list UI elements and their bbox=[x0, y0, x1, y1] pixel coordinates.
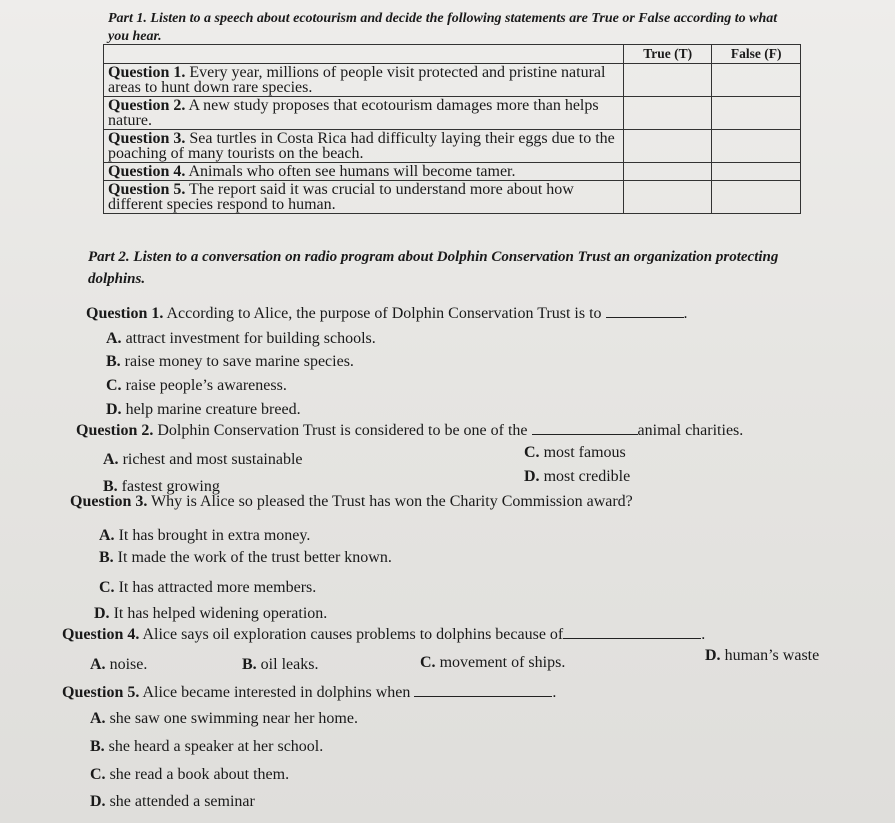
q4-option-a[interactable] bbox=[90, 656, 147, 674]
answer-blank[interactable] bbox=[563, 638, 701, 639]
table-header-question bbox=[104, 45, 624, 64]
table-row bbox=[104, 64, 801, 97]
statement-cell bbox=[104, 163, 624, 181]
answer-blank[interactable] bbox=[606, 317, 684, 318]
option-letter: A. bbox=[90, 656, 106, 673]
option-letter: A. bbox=[99, 527, 115, 544]
true-answer-cell[interactable] bbox=[623, 163, 712, 181]
option-text: fastest growing bbox=[121, 478, 220, 495]
option-text: richest and most sustainable bbox=[122, 451, 303, 468]
option-letter: D. bbox=[705, 647, 721, 664]
option-letter: C. bbox=[90, 766, 106, 783]
false-answer-cell[interactable] bbox=[712, 97, 801, 130]
question-label: Question 3. bbox=[108, 130, 186, 147]
question-5-text: Alice became interested in dolphins when bbox=[139, 684, 415, 701]
false-answer-cell[interactable] bbox=[712, 163, 801, 181]
q2-option-d[interactable] bbox=[524, 468, 630, 486]
option-text: It has helped widening operation. bbox=[113, 605, 328, 622]
question-3-label: Question 3. bbox=[70, 493, 148, 510]
option-text: most credible bbox=[543, 468, 631, 485]
option-letter: C. bbox=[524, 444, 540, 461]
true-answer-cell[interactable] bbox=[623, 97, 712, 130]
option-text: attract investment for building schools. bbox=[125, 330, 376, 347]
question-5-end: . bbox=[552, 684, 557, 701]
true-answer-cell[interactable] bbox=[623, 64, 712, 97]
option-letter: D. bbox=[524, 468, 540, 485]
answer-blank[interactable] bbox=[414, 696, 552, 697]
statement-text: Every year, millions of people visit protected and pristine natural areas to hunt down rare species. bbox=[108, 64, 606, 96]
option-letter: A. bbox=[106, 330, 122, 347]
option-text: It made the work of the trust better known. bbox=[117, 549, 392, 566]
option-text: she read a book about them. bbox=[109, 766, 290, 783]
question-2-end: animal charities. bbox=[637, 422, 744, 439]
question-label: Question 5. bbox=[108, 181, 186, 198]
option-text: she heard a speaker at her school. bbox=[108, 738, 324, 755]
option-letter: A. bbox=[90, 710, 106, 727]
option-text: It has attracted more members. bbox=[118, 579, 317, 596]
option-letter: B. bbox=[242, 656, 257, 673]
option-letter: C. bbox=[99, 579, 115, 596]
option-text: movement of ships. bbox=[439, 654, 566, 671]
q1-option-b[interactable] bbox=[106, 353, 354, 371]
part2-heading: Part 2. Listen to a conversation on radio program about Dolphin Conservation Trust an organization protecting dolphins. bbox=[88, 249, 779, 287]
statement-text: Sea turtles in Costa Rica had difficulty laying their eggs due to the poaching of many tourists on the beach. bbox=[108, 130, 615, 162]
question-4 bbox=[62, 626, 705, 644]
q2-option-c[interactable] bbox=[524, 444, 626, 462]
question-4-label: Question 4. bbox=[62, 626, 140, 643]
option-text: human’s waste bbox=[724, 647, 820, 664]
option-text: It has brought in extra money. bbox=[118, 527, 311, 544]
q5-option-d[interactable] bbox=[90, 793, 255, 811]
statement-text: The report said it was crucial to understand more about how different species respond to human. bbox=[108, 181, 574, 213]
table-header-false: False (F) bbox=[712, 45, 801, 64]
question-4-end: . bbox=[701, 626, 706, 643]
q2-option-a[interactable] bbox=[103, 451, 303, 469]
question-1-end: . bbox=[683, 305, 688, 322]
true-answer-cell[interactable] bbox=[623, 181, 712, 214]
option-letter: C. bbox=[106, 377, 122, 394]
option-letter: C. bbox=[420, 654, 436, 671]
table-header-true: True (T) bbox=[623, 45, 712, 64]
question-3 bbox=[70, 493, 633, 511]
q5-option-c[interactable] bbox=[90, 766, 289, 784]
table-row bbox=[104, 181, 801, 214]
q1-option-c[interactable] bbox=[106, 377, 287, 395]
answer-blank[interactable] bbox=[532, 434, 638, 435]
table-row bbox=[104, 130, 801, 163]
question-1-label: Question 1. bbox=[86, 305, 164, 322]
false-answer-cell[interactable] bbox=[712, 64, 801, 97]
q3-option-a[interactable] bbox=[99, 527, 310, 545]
q3-option-c[interactable] bbox=[99, 579, 316, 597]
table-header-row bbox=[104, 45, 801, 64]
part1-heading: Part 1. Listen to a speech about ecotourism and decide the following statements are True or False according to what you hear. bbox=[108, 11, 778, 44]
question-label: Question 1. bbox=[108, 64, 186, 81]
false-answer-cell[interactable] bbox=[712, 130, 801, 163]
q3-option-b[interactable] bbox=[99, 549, 392, 567]
question-label: Question 2. bbox=[108, 97, 186, 114]
statement-cell bbox=[104, 181, 624, 214]
true-answer-cell[interactable] bbox=[623, 130, 712, 163]
question-label: Question 4. bbox=[108, 163, 186, 180]
option-text: most famous bbox=[543, 444, 626, 461]
option-text: raise money to save marine species. bbox=[124, 353, 354, 370]
option-letter: B. bbox=[99, 549, 114, 566]
q5-option-b[interactable] bbox=[90, 738, 323, 756]
table-row bbox=[104, 163, 801, 181]
option-text: help marine creature breed. bbox=[125, 401, 301, 418]
question-4-text: Alice says oil exploration causes problems to dolphins because of bbox=[139, 626, 564, 643]
table-row bbox=[104, 97, 801, 130]
option-letter: A. bbox=[103, 451, 119, 468]
q3-option-d[interactable] bbox=[94, 605, 327, 623]
option-letter: D. bbox=[94, 605, 110, 622]
option-letter: B. bbox=[103, 478, 118, 495]
q4-option-d[interactable] bbox=[705, 647, 819, 665]
statement-text: A new study proposes that ecotourism damages more than helps nature. bbox=[108, 97, 599, 129]
option-text: noise. bbox=[109, 656, 148, 673]
q5-option-a[interactable] bbox=[90, 710, 358, 728]
option-text: oil leaks. bbox=[260, 656, 319, 673]
false-answer-cell[interactable] bbox=[712, 181, 801, 214]
option-letter: B. bbox=[90, 738, 105, 755]
question-3-text: Why is Alice so pleased the Trust has won the Charity Commission award? bbox=[147, 493, 633, 510]
question-2 bbox=[76, 422, 743, 440]
option-letter: D. bbox=[106, 401, 122, 418]
true-false-table bbox=[103, 44, 801, 214]
q1-option-d[interactable] bbox=[106, 401, 301, 419]
option-text: she attended a seminar bbox=[109, 793, 255, 810]
q1-option-a[interactable] bbox=[106, 330, 376, 348]
statement-cell bbox=[104, 64, 624, 97]
question-1 bbox=[86, 305, 688, 323]
statement-cell bbox=[104, 130, 624, 163]
statement-text: Animals who often see humans will become tamer. bbox=[185, 163, 516, 180]
option-letter: D. bbox=[90, 793, 106, 810]
option-text: she saw one swimming near her home. bbox=[109, 710, 358, 727]
question-2-label: Question 2. bbox=[76, 422, 154, 439]
q4-option-c[interactable] bbox=[420, 654, 565, 672]
option-letter: B. bbox=[106, 353, 121, 370]
question-1-text: According to Alice, the purpose of Dolphin Conservation Trust is to bbox=[163, 305, 606, 322]
question-5 bbox=[62, 684, 556, 702]
question-5-label: Question 5. bbox=[62, 684, 140, 701]
q4-option-b[interactable] bbox=[242, 656, 318, 674]
question-2-text: Dolphin Conservation Trust is considered to be one of the bbox=[153, 422, 532, 439]
option-text: raise people’s awareness. bbox=[125, 377, 287, 394]
statement-cell bbox=[104, 97, 624, 130]
